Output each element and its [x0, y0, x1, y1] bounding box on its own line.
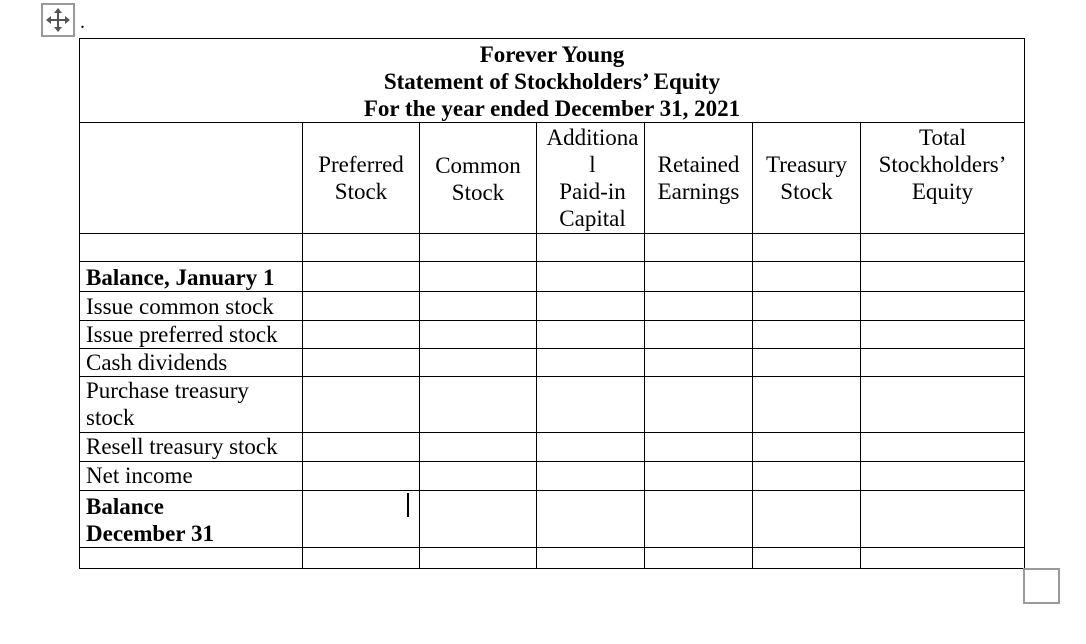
header-retained-earnings[interactable]: Retained Earnings	[645, 123, 753, 234]
table-row	[80, 433, 1025, 462]
table-row	[80, 349, 1025, 377]
statement-title-cell[interactable]	[80, 39, 1025, 123]
header-preferred-stock[interactable]: Preferred Stock	[303, 123, 420, 234]
table-row	[80, 491, 1025, 548]
row-label-net-income[interactable]: Net income	[80, 462, 303, 491]
row-label-issue-preferred[interactable]: Issue preferred stock	[80, 321, 303, 349]
row-label-balance-dec[interactable]: Balance December 31	[80, 491, 303, 548]
statement-period: For the year ended December 31, 2021	[363, 96, 741, 121]
active-cell[interactable]	[303, 491, 420, 548]
table-row	[80, 292, 1025, 321]
header-total-equity[interactable]: Total Stockholders’ Equity	[861, 123, 1025, 234]
table-row	[80, 262, 1025, 292]
stockholders-equity-table	[79, 38, 1025, 569]
header-blank-cell[interactable]	[80, 123, 303, 234]
table-row	[80, 234, 1025, 262]
row-label-balance-jan[interactable]: Balance, January 1	[80, 262, 303, 292]
table-row	[80, 377, 1025, 433]
table-move-handle[interactable]	[41, 3, 75, 37]
company-name: Forever Young	[479, 42, 625, 67]
paragraph-mark: .	[80, 11, 85, 33]
table-resize-handle[interactable]	[1023, 568, 1060, 604]
header-apic[interactable]: Additiona l Paid-in Capital	[537, 123, 645, 234]
table-row	[80, 321, 1025, 349]
move-arrows-icon	[46, 8, 70, 32]
row-label-issue-common[interactable]: Issue common stock	[80, 292, 303, 321]
header-treasury-stock[interactable]: Treasury Stock	[753, 123, 861, 234]
table-row	[80, 462, 1025, 491]
text-cursor	[407, 493, 409, 517]
label-cell[interactable]	[80, 234, 303, 262]
row-label-resell-treasury[interactable]: Resell treasury stock	[80, 433, 303, 462]
table-row	[80, 548, 1025, 569]
row-label-cash-dividends[interactable]: Cash dividends	[80, 349, 303, 377]
statement-name: Statement of Stockholders’ Equity	[383, 69, 721, 94]
header-common-stock[interactable]: Common Stock	[420, 123, 537, 234]
row-label-purchase-treasury[interactable]: Purchase treasury stock	[80, 377, 303, 433]
